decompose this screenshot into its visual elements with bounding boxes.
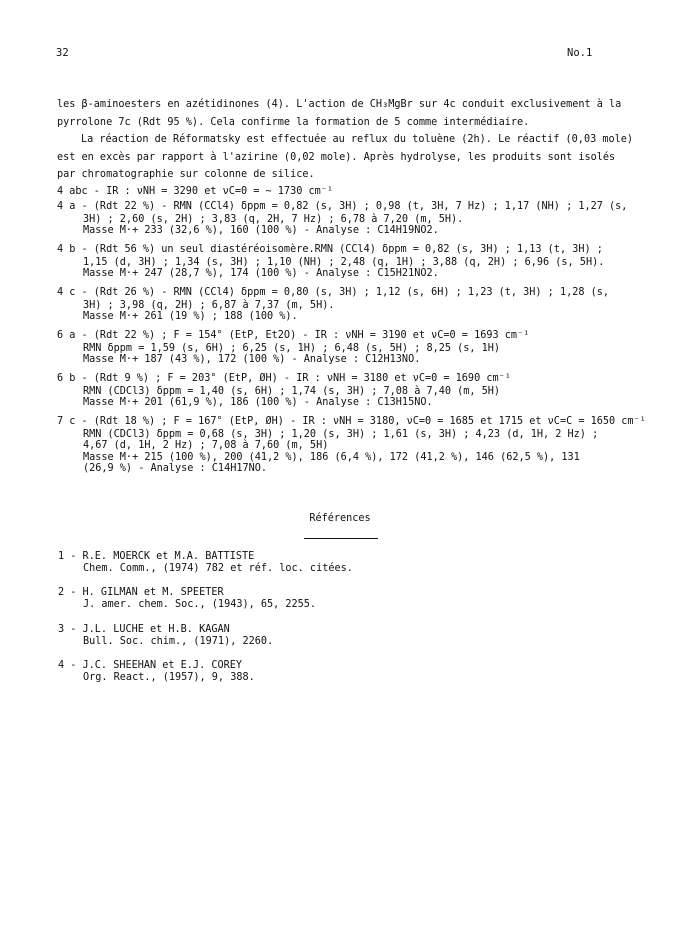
compound-line: 4 c - (Rdt 26 %) - RMN (CCl4) δppm = 0,80 (s, 3H) ; 1,12 (s, 6H) ; 1,23 (t, 3H) ; 1,28 (s, bbox=[57, 286, 610, 298]
compound-line: 4 a - (Rdt 22 %) - RMN (CCl4) δppm = 0,82 (s, 3H) ; 0,98 (t, 3H, 7 Hz) ; 1,17 (NH) ; 1,27 (s, bbox=[57, 200, 628, 212]
intro-line-2: pyrrolone 7c (Rdt 95 %). Cela confirme la formation de 5 comme intermédiaire. bbox=[57, 116, 530, 128]
intro-line-3: La réaction de Réformatsky est effectuée au reflux du toluène (2h). Le réactif (0,03 mole) bbox=[81, 134, 634, 145]
references-underline bbox=[304, 538, 378, 539]
compound-line: 6 a - (Rdt 22 %) ; F = 154° (EtP, Et2O) - IR : νNH = 3190 et νC=0 = 1693 cm⁻¹ bbox=[57, 329, 530, 341]
intro-line-4: est en excès par rapport à l'azirine (0,02 mole). Après hydrolyse, les produits sont isolés bbox=[57, 151, 616, 163]
compound-line: Masse M·+ 247 (28,7 %), 174 (100 %) - Analyse : C15H21NO2. bbox=[83, 268, 439, 279]
compound-line: Masse M·+ 233 (32,6 %), 160 (100 %) - Analyse : C14H19NO2. bbox=[83, 225, 439, 236]
compound-line: 4,67 (d, 1H, 2 Hz) ; 7,08 à 7,60 (m, 5H) bbox=[83, 440, 329, 451]
reference-4 bbox=[58, 660, 255, 684]
compound-line: Masse M·+ 215 (100 %), 200 (41,2 %), 186 (6,4 %), 172 (41,2 %), 146 (62,5 %), 131 bbox=[83, 451, 580, 463]
reference-source: Org. React., (1957), 9, 388. bbox=[83, 672, 255, 683]
reference-source: J. amer. chem. Soc., (1943), 65, 2255. bbox=[83, 599, 317, 610]
compound-line: 6 b - (Rdt 9 %) ; F = 203° (EtP, ØH) - IR : νNH = 3180 et νC=0 = 1690 cm⁻¹ bbox=[57, 372, 511, 384]
compound-line: 7 c - (Rdt 18 %) ; F = 167° (EtP, ØH) - IR : νNH = 3180, νC=0 = 1685 et 1715 et νC=C = 1650 cm⁻¹ bbox=[57, 415, 646, 427]
main-text bbox=[57, 96, 646, 475]
intro-line-5: par chromatographie sur colonne de silice. bbox=[57, 169, 315, 180]
compound-line: RMN (CDCl3) δppm = 1,40 (s, 6H) ; 1,74 (s, 3H) ; 7,08 à 7,40 (m, 5H) bbox=[83, 385, 501, 397]
intro-line-1: les β-aminoesters en azétidinones (4). L'action de CH₃MgBr sur 4c conduit exclusivement à la bbox=[57, 99, 622, 110]
compound-line: 1,15 (d, 3H) ; 1,34 (s, 3H) ; 1,10 (NH) ; 2,48 (q, 1H) ; 3,88 (q, 2H) ; 6,96 (s, 5H). bbox=[83, 256, 605, 268]
compound-6b bbox=[57, 371, 637, 409]
compound-line: RMN δppm = 1,59 (s, 6H) ; 6,25 (s, 1H) ; 6,48 (s, 5H) ; 8,25 (s, 1H) bbox=[83, 342, 501, 354]
compound-line: RMN (CDCl3) δppm = 0,68 (s, 3H) ; 1,20 (s, 3H) ; 1,61 (s, 3H) ; 4,23 (d, 1H, 2 Hz) ; bbox=[83, 428, 599, 440]
reference-authors: 1 - R.E. MOERCK et M.A. BATTISTE bbox=[58, 551, 255, 562]
compound-4a bbox=[57, 199, 637, 237]
compound-line: 4 b - (Rdt 56 %) un seul diastéréoisomère.RMN (CCl4) δppm = 0,82 (s, 3H) ; 1,13 (t, 3H) ; bbox=[57, 243, 603, 255]
compound-line: 3H) ; 2,60 (s, 2H) ; 3,83 (q, 2H, 7 Hz) ; 6,78 à 7,20 (m, 5H). bbox=[83, 213, 464, 225]
references-heading: Références bbox=[309, 513, 371, 524]
compound-line: 4 abc - IR : νNH = 3290 et νC=0 = ∼ 1730 cm⁻¹ bbox=[57, 185, 334, 197]
compound-line: Masse M·+ 201 (61,9 %), 186 (100 %) - Analyse : C13H15NO. bbox=[83, 397, 433, 408]
issue-label: No.1 bbox=[567, 47, 593, 59]
reference-3 bbox=[58, 624, 273, 648]
reference-2 bbox=[58, 587, 316, 611]
compound-line: Masse M·+ 261 (19 %) ; 188 (100 %). bbox=[83, 311, 298, 322]
compound-line: Masse M·+ 187 (43 %), 172 (100 %) - Analyse : C12H13NO. bbox=[83, 354, 421, 365]
reference-authors: 2 - H. GILMAN et M. SPEETER bbox=[58, 587, 224, 598]
reference-authors: 3 - J.L. LUCHE et H.B. KAGAN bbox=[58, 624, 230, 635]
reference-1 bbox=[58, 551, 353, 575]
compound-4c bbox=[57, 285, 637, 323]
reference-source: Chem. Comm., (1974) 782 et réf. loc. citées. bbox=[83, 563, 353, 574]
page-number: 32 bbox=[56, 47, 69, 59]
compound-7c bbox=[57, 414, 646, 475]
compound-line: (26,9 %) - Analyse : C14H17NO. bbox=[83, 463, 268, 474]
compound-4abc bbox=[57, 184, 637, 199]
reference-authors: 4 - J.C. SHEEHAN et E.J. COREY bbox=[58, 660, 243, 671]
compound-6a bbox=[57, 328, 637, 366]
compound-line: 3H) ; 3,98 (q, 2H) ; 6,87 à 7,37 (m, 5H). bbox=[83, 299, 335, 311]
compound-4b bbox=[57, 242, 637, 280]
reference-source: Bull. Soc. chim., (1971), 2260. bbox=[83, 636, 274, 647]
